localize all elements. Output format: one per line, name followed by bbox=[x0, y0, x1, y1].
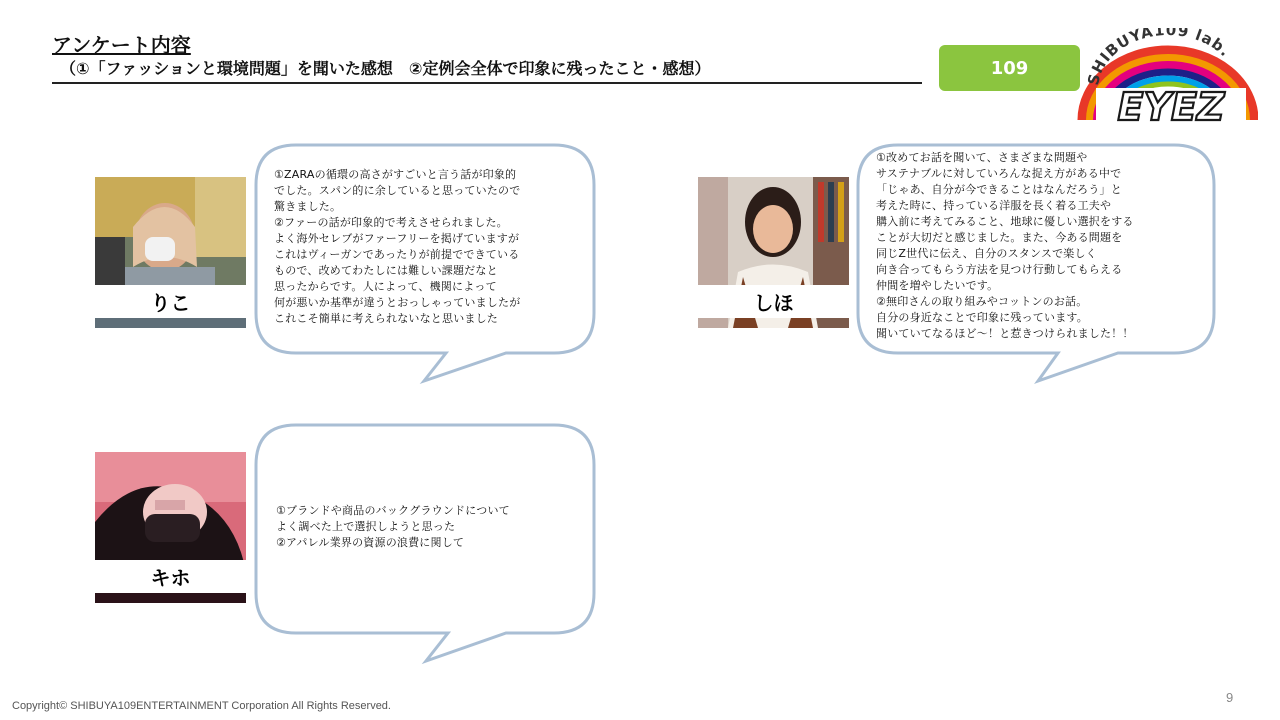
brand-badge: 109 bbox=[939, 45, 1080, 91]
avatar-riko bbox=[95, 177, 246, 328]
eyez-logo bbox=[1076, 28, 1258, 128]
page-title: アンケート内容 bbox=[52, 33, 191, 57]
respondent-name: しほ bbox=[698, 285, 849, 318]
slide-header bbox=[52, 32, 922, 80]
avatar-shiho bbox=[698, 177, 849, 328]
logo-main-text: EYEZ bbox=[1117, 85, 1225, 128]
comment-text: ①ZARAの循環の高さがすごいと言う話が印象的 でした。スパン的に余していると思っていたので 驚きました。 ②ファーの話が印象的で考えさせられました。 よく海外セレブがファーフリーを掲げていますが これはヴィーガンであったりが前提でできている もので、改めてわたしには難しい課題だなと 思ったからです。人によって、機関によって 何が悪いか基準が違うとおっしゃっていましたが これこそ簡単に考えられないなと思いました bbox=[274, 168, 521, 325]
page-subtitle: （①「ファッションと環境問題」を聞いた感想 ②定例会全体で印象に残ったこと・感想） bbox=[60, 59, 711, 78]
comment-text: ①ブランドや商品のバックグラウンドについて よく調べた上で選択しようと思った ②アパレル業界の資源の浪費に関して bbox=[276, 504, 510, 549]
comment-text: ①改めてお話を聞いて、さまざまな問題や サステナブルに対していろんな捉え方がある中で 「じゃあ、自分が今できることはなんだろう」と 考えた時に、持っている洋服を長く着る工夫や 購入前に考えてみること、地球に優しい選択をする ことが大切だと感じました。また、今ある問題を 同じZ世代に伝え、自分のスタンスで楽しく 向き合ってもらう方法を見つけ行動してもらえる 仲間を増やしたいです。 ②無印さんの取り組みやコットンのお話。 自分の身近なことで印象に残っています。 聞いていてなるほど～！と惹きつけられました！！ bbox=[876, 151, 1134, 340]
page-number: 9 bbox=[1226, 690, 1234, 705]
title-underline bbox=[52, 82, 922, 84]
logo-arc-text: SHIBUYA109 lab. bbox=[1084, 28, 1235, 87]
avatar-kiho bbox=[95, 452, 246, 603]
copyright-notice: Copyright© SHIBUYA109ENTERTAINMENT Corporation All Rights Reserved. bbox=[12, 700, 391, 712]
respondent-name: キホ bbox=[95, 560, 246, 593]
respondent-name: りこ bbox=[95, 285, 246, 318]
